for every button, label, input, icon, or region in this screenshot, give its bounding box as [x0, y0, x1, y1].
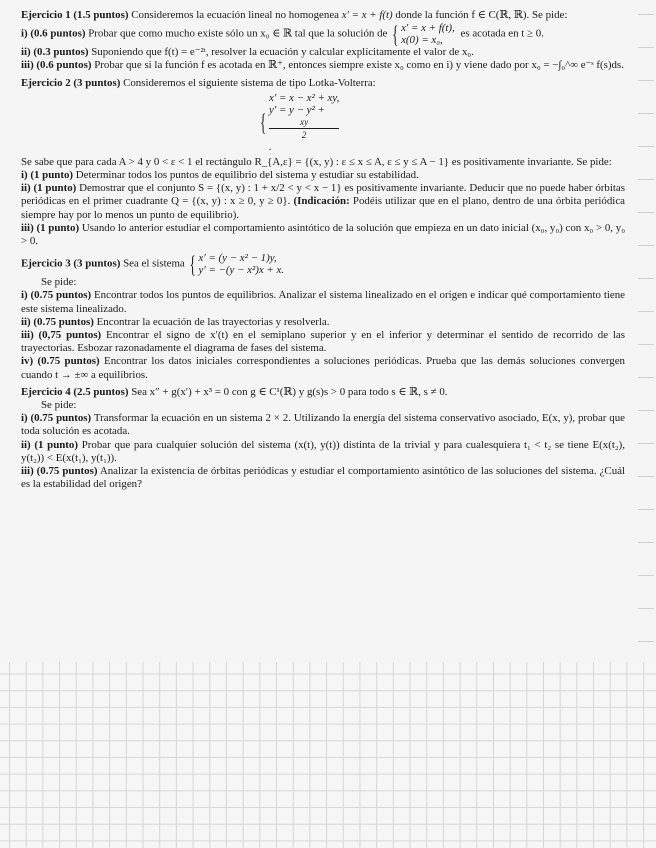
margin-tick [638, 80, 654, 81]
margin-tick [638, 410, 654, 411]
ejercicio-4-intro: Ejercicio 4 (2.5 puntos) Sea x″ + g(x′) + x³ = 0 con g ∈ C¹(ℝ) y g(s)s > 0 para todo s ∈ ℝ, s ≠ 0. [21, 385, 448, 398]
margin-tick [638, 278, 654, 279]
ejercicio-1-part-iii: iii) (0.6 puntos) Probar que si la función f es acotada en ℝ⁺, entonces siempre existe x₀ como en i) y viene dado por x₀ = −∫₀^∞ e⁻ˢ f(s)ds. [21, 59, 624, 72]
ejercicio-1-part-ii: ii) (0.3 puntos) Suponiendo que f(t) = e⁻²ᵗ, resolver la ecuación y calcular explícitamente el valor de x₀. [21, 46, 474, 59]
ejercicio-4-part-iii: iii) (0.75 puntos) Analizar la existencia de órbitas periódicas y estudiar el comportamiento asintótico de las soluciones del sistema. ¿Cuál es la estabilidad del origen? [21, 465, 625, 491]
margin-tick [638, 575, 654, 576]
margin-tick [638, 608, 654, 609]
margin-tick [638, 146, 654, 147]
margin-tick [638, 509, 654, 510]
ejercicio-4-title: Ejercicio 4 (2.5 puntos) [21, 385, 129, 398]
ejercicio-2-title: Ejercicio 2 (3 puntos) [21, 76, 121, 89]
exam-content [21, 9, 625, 491]
ejercicio-2-intro: Ejercicio 2 (3 puntos) Consideremos el siguiente sistema de tipo Lotka-Volterra: [21, 76, 376, 89]
ejercicio-2-part-iii: iii) (1 punto) Usando lo anterior estudiar el comportamiento asintótico de la solución que empieza en un dato inicial (x₀, y₀) con x₀ > 0, y₀ > 0. [21, 221, 626, 248]
ejercicio-4-se-pide: Se pide: [41, 399, 77, 412]
margin-tick [638, 344, 654, 345]
margin-tick [638, 212, 654, 213]
margin-tick [638, 476, 654, 477]
ejercicio-1-system: { x′ = x + f(t), x(0) = x₀, [393, 22, 455, 46]
fraction: xy 2 [269, 116, 339, 141]
ejercicio-3-se-pide: Se pide: [41, 276, 77, 289]
ejercicio-3-part-i: i) (0.75 puntos) Encontrar todos los puntos de equilibrios. Analizar el sistema linealizado en el origen e indicar qué comportamiento tiene este sistema linealizado. [21, 289, 625, 315]
margin-tick [638, 542, 654, 543]
margin-tick [638, 377, 654, 378]
margin-tick [638, 443, 654, 444]
ejercicio-3-part-iii: iii) (0,75 puntos) Encontrar el signo de x′(t) en el semiplano superior y en el inferior y determinar el sentido de recorrido de las trayectorias. Esbozar razonadamente el diagrama de fases del sistema. [21, 329, 625, 355]
margin-tick [638, 641, 654, 642]
ejercicio-1-part-i: i) (0.6 puntos) Probar que como mucho existe sólo un x₀ ∈ ℝ tal que la solución de { x′ = x + f(t), x(0) = x₀, es acotada en t ≥ 0. [21, 22, 625, 46]
margin-tick [638, 245, 654, 246]
ejercicio-3-part-ii: ii) (0.75 puntos) Encontrar la ecuación de las trayectorias y resolverla. [21, 315, 330, 328]
ejercicio-3-part-iv: iv) (0.75 puntos) Encontrar los datos iniciales correspondientes a soluciones periódicas. Prueba que las demás soluciones convergen cuando t → ±∞ a equilibrios. [21, 355, 625, 381]
ejercicio-2-part-ii: ii) (1 punto) Demostrar que el conjunto S = {(x, y) : 1 + x/2 < y < x − 1} es positivamente invariante. Deducir que no puede haber órbitas periódicas en el primer cuadrante Q = {(x, y) : x ≥ 0, y ≥ 0}. (Indicación: Podéis utilizar que en el plano, dentro de una órbita periódica siempre hay por lo menos un punto de equilibrio). [21, 182, 625, 221]
notebook-margin [626, 0, 656, 662]
ejercicio-2-part-i: i) (1 punto) Determinar todos los puntos de equilibrio del sistema y estudiar su estabilidad. [21, 169, 419, 182]
ejercicio-3-intro: Ejercicio 3 (3 puntos) Sea el sistema { x′ = (y − x² − 1)y, y′ = −(y − x²)x + x. [21, 252, 625, 276]
ejercicio-1-intro: Ejercicio 1 (1.5 puntos) Consideremos la ecuación lineal no homogenea x′ = x + f(t) donde la función f ∈ C(ℝ, ℝ). Se pide: [21, 9, 568, 21]
ejercicio-1-title: Ejercicio 1 (1.5 puntos) [21, 9, 129, 21]
ejercicio-3-title: Ejercicio 3 (3 puntos) [21, 257, 121, 270]
margin-tick [638, 47, 654, 48]
margin-tick [638, 113, 654, 114]
margin-tick [638, 14, 654, 15]
margin-tick [638, 311, 654, 312]
ejercicio-2-rectangle: Se sabe que para cada A > 4 y 0 < ε < 1 el rectángulo R_{A,ε} = {(x, y) : ε ≤ x ≤ A, ε ≤ y ≤ A − 1} es positivamente invariante. Se pide: [21, 155, 612, 168]
ejercicio-3-system: { x′ = (y − x² − 1)y, y′ = −(y − x²)x + x. [191, 252, 285, 276]
ejercicio-4-part-i: i) (0.75 puntos) Transformar la ecuación en un sistema 2 × 2. Utilizando la energía del sistema conservativo asociado, E(x, y), probar que toda solución es acotada. [21, 412, 626, 438]
margin-tick [638, 179, 654, 180]
ejercicio-4-part-ii: ii) (1 punto) Probar que para cualquier solución del sistema (x(t), y(t)) distinta de la trivial y para cualesquiera t₁ < t₂ se tiene E(x(t₂), y(t₂)) < E(x(t₁), y(t₁)). [21, 438, 625, 464]
lotka-volterra-system: { x′ = x − x² + xy, y′ = y − y² + xy 2 . [21, 92, 625, 153]
